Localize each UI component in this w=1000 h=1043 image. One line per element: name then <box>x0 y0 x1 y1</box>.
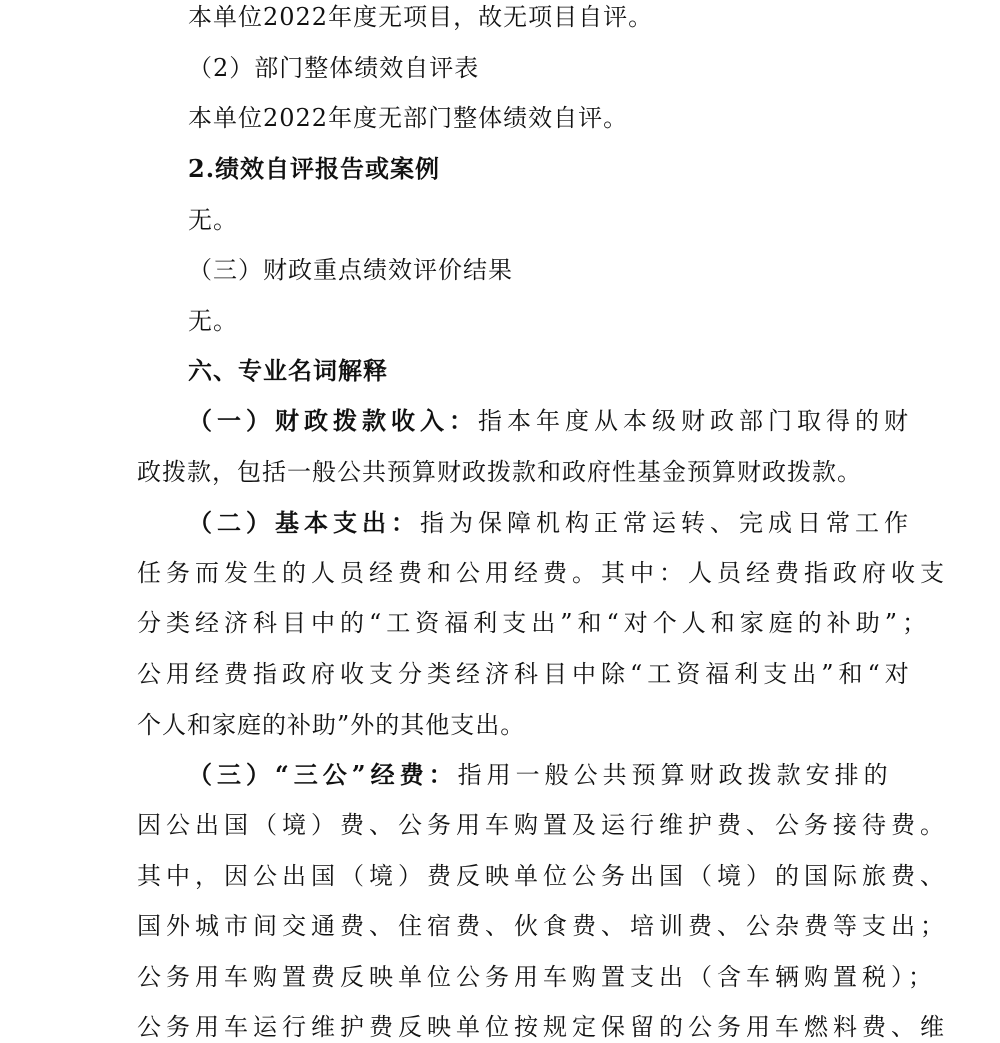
paragraph-line: 个人和家庭的补助”外的其他支出。 <box>137 711 526 739</box>
paragraph-line: 国外城市间交通费、住宿费、伙食费、培训费、公杂费等支出； <box>137 912 949 940</box>
subheading-key-evaluation-results: （三）财政重点绩效评价结果 <box>188 256 513 284</box>
term-three-public-expenses: （三）“三公”经费： <box>188 760 458 789</box>
paragraph-line: 无。 <box>188 206 238 234</box>
paragraph-line: 本单位2022年度无部门整体绩效自评。 <box>188 104 629 132</box>
paragraph-line: 任务而发生的人员经费和公用经费。其中：人员经费指政府收支 <box>137 559 949 587</box>
paragraph-line: 公务用车运行维护费反映单位按规定保留的公务用车燃料费、维 <box>137 1013 949 1041</box>
section-heading-self-eval-report: 2.绩效自评报告或案例 <box>188 154 441 183</box>
subheading-dept-self-evaluation: （2）部门整体绩效自评表 <box>188 54 480 82</box>
section-heading-glossary: 六、专业名词解释 <box>188 357 388 385</box>
term-fiscal-appropriation: （一）财政拨款收入： <box>188 406 478 435</box>
definition-text: 指为保障机构正常运转、完成日常工作 <box>420 509 913 537</box>
paragraph-line: 无。 <box>188 307 238 335</box>
paragraph-line-basic-expenditure <box>188 508 913 538</box>
paragraph-line: 公用经费指政府收支分类经济科目中除“工资福利支出”和“对 <box>137 660 914 688</box>
paragraph-line: 公务用车购置费反映单位公务用车购置支出（含车辆购置税）； <box>137 963 937 991</box>
paragraph-line-fiscal-appropriation <box>188 406 913 436</box>
paragraph-line: 其中，因公出国（境）费反映单位公务出国（境）的国际旅费、 <box>137 862 949 890</box>
paragraph-line: 政拨款，包括一般公共预算财政拨款和政府性基金预算财政拨款。 <box>137 458 862 486</box>
paragraph-line: 本单位2022年度无项目，故无项目自评。 <box>188 3 654 31</box>
definition-text: 指本年度从本级财政部门取得的财 <box>478 407 913 435</box>
definition-text: 指用一般公共预算财政拨款安排的 <box>457 761 893 789</box>
term-basic-expenditure: （二）基本支出： <box>188 508 420 537</box>
paragraph-line: 因公出国（境）费、公务用车购置及运行维护费、公务接待费。 <box>137 811 949 839</box>
paragraph-line-three-public-expenses <box>188 760 893 790</box>
paragraph-line: 分类经济科目中的“工资福利支出”和“对个人和家庭的补助”； <box>137 609 932 637</box>
